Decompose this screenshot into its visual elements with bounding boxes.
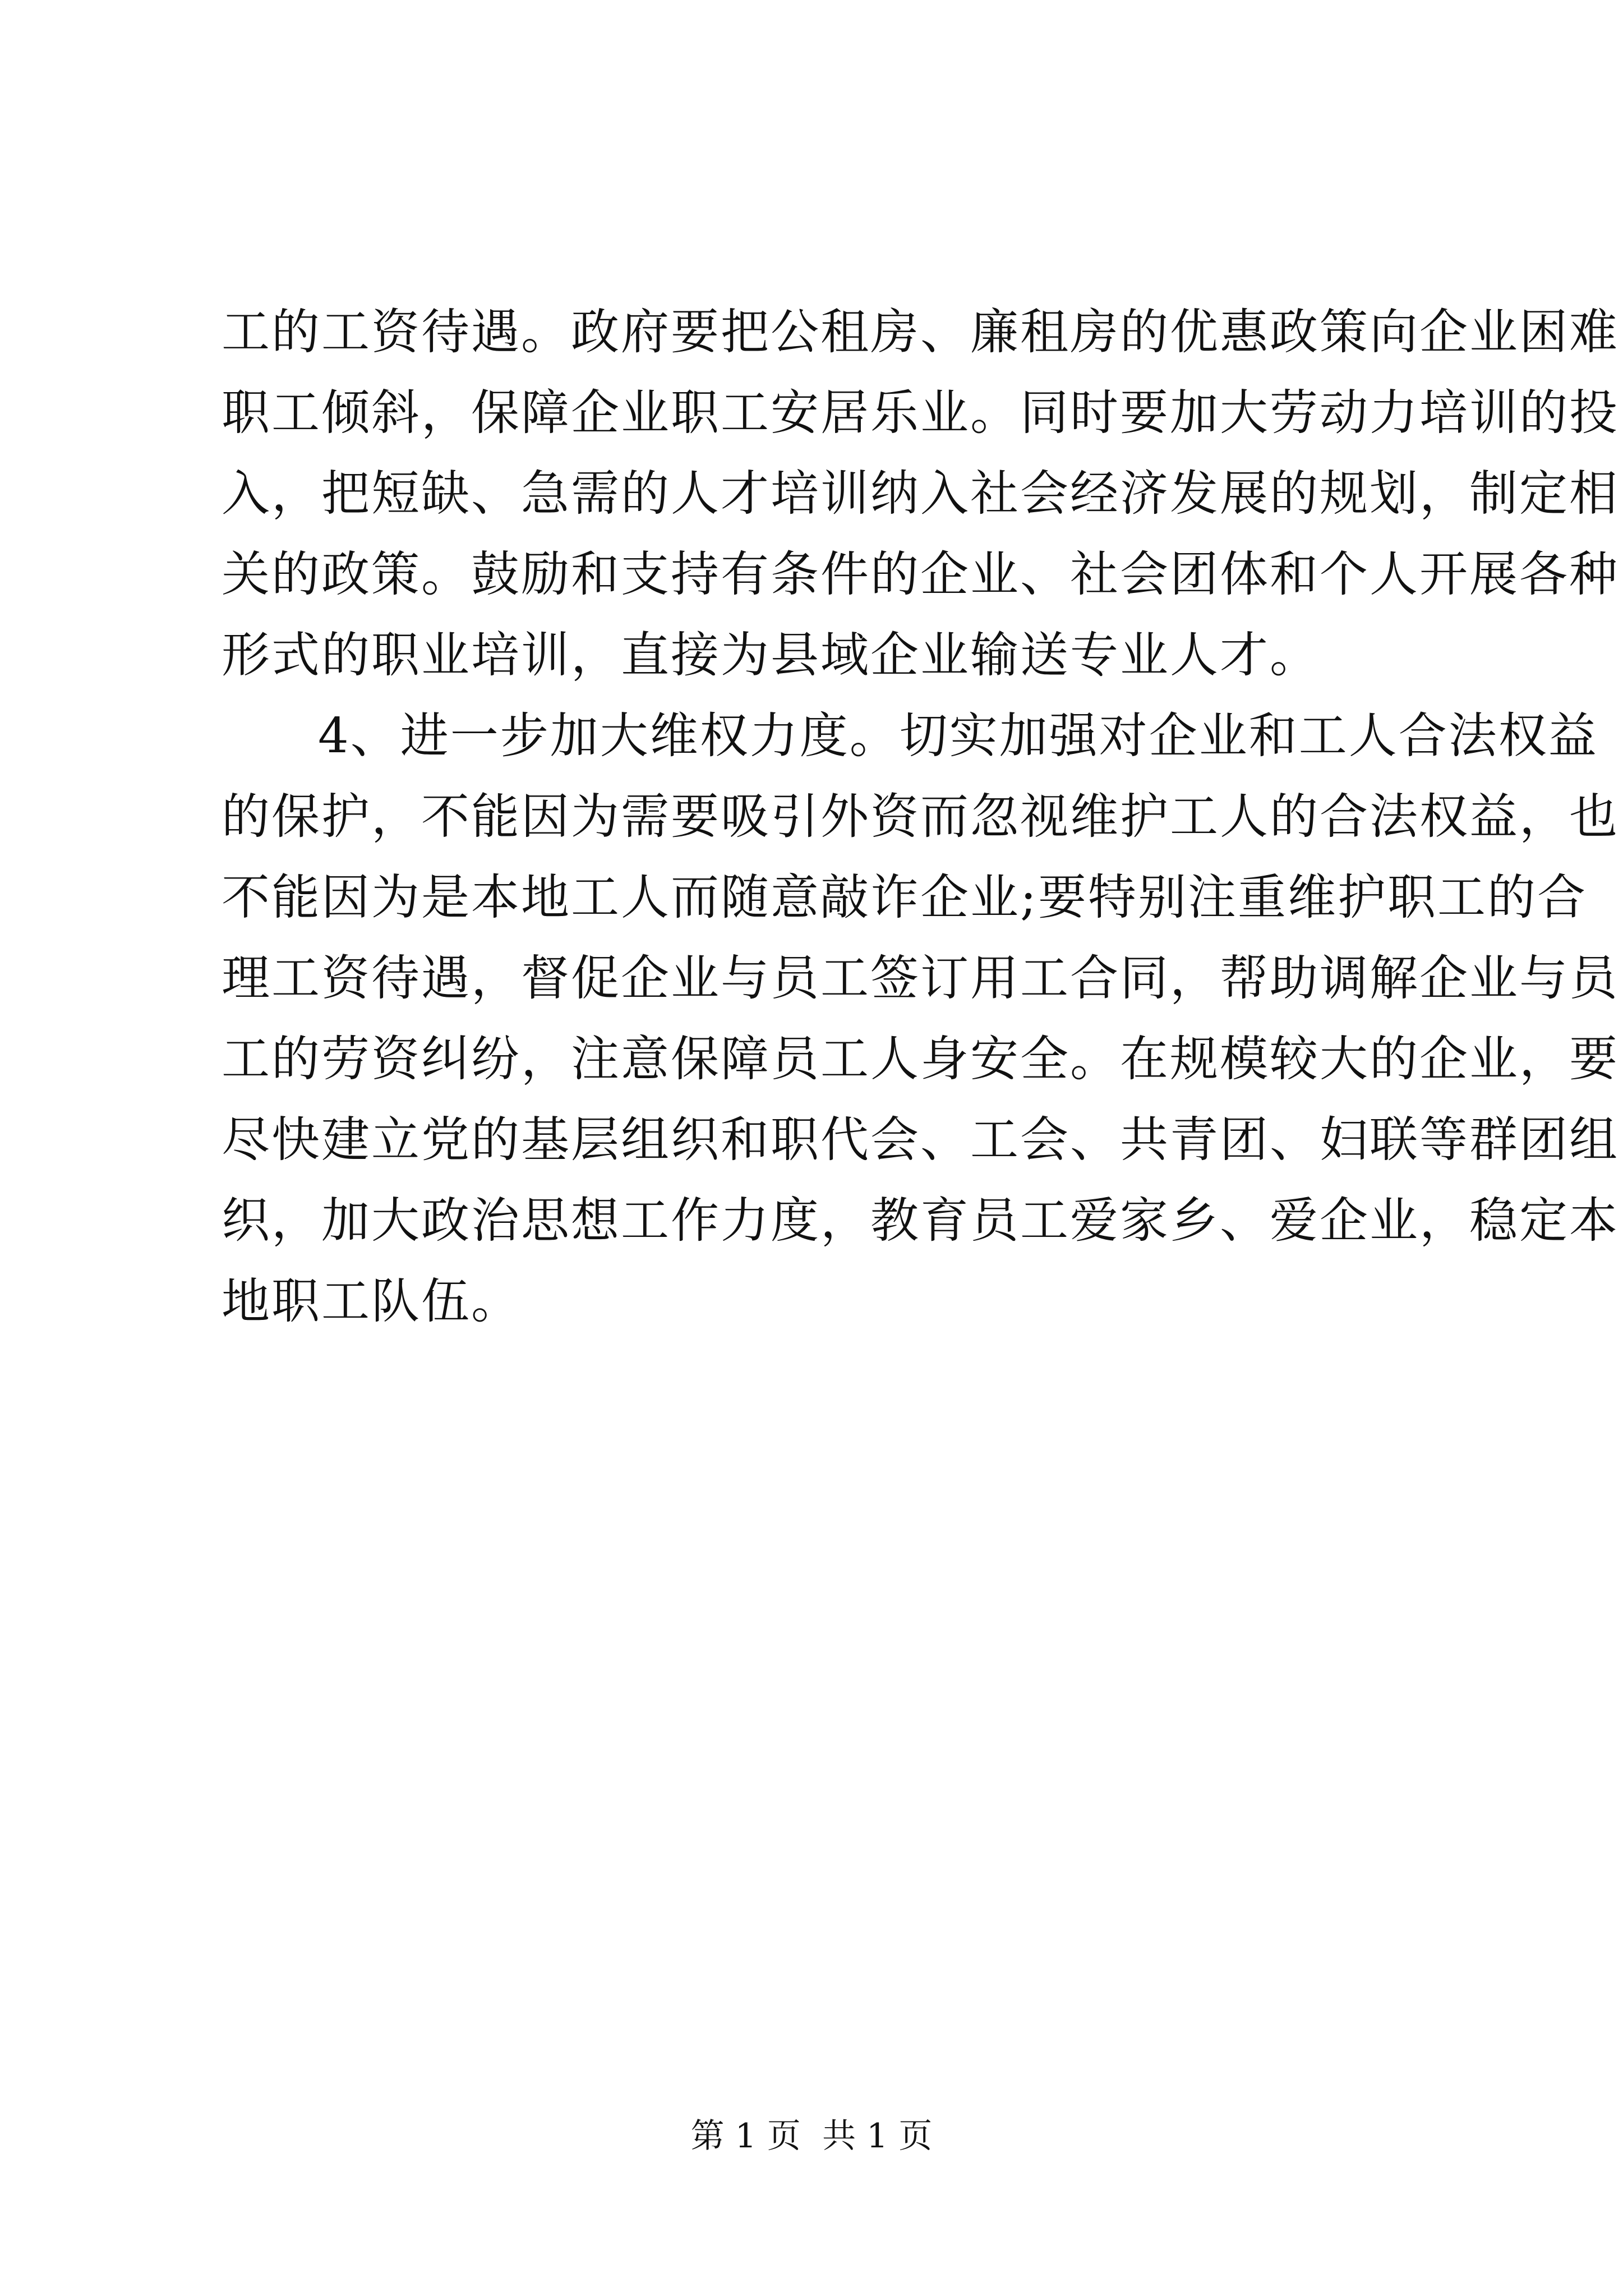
text-line: 理工资待遇，督促企业与员工签订用工合同，帮助调解企业与员 bbox=[222, 950, 1619, 1006]
text-line: 织，加大政治思想工作力度，教育员工爱家乡、爱企业，稳定本 bbox=[222, 1193, 1619, 1249]
text-line: 不能因为是本地工人而随意敲诈企业;要特别注重维护职工的合 bbox=[222, 869, 1587, 926]
text-line: 职工倾斜，保障企业职工安居乐业。同时要加大劳动力培训的投 bbox=[222, 385, 1619, 441]
text-line: 关的政策。鼓励和支持有条件的企业、社会团体和个人开展各种 bbox=[222, 546, 1619, 602]
text-line: 地职工队伍。 bbox=[222, 1273, 521, 1329]
text-line: 形式的职业培训，直接为县域企业输送专业人才。 bbox=[222, 627, 1320, 683]
text-line: 工的劳资纠纷，注意保障员工人身安全。在规模较大的企业，要 bbox=[222, 1031, 1619, 1087]
text-line: 的保护，不能因为需要吸引外资而忽视维护工人的合法权益，也 bbox=[222, 789, 1619, 845]
page-footer: 第 1 页 共 1 页 bbox=[690, 2116, 933, 2156]
text-line: 工的工资待遇。政府要把公租房、廉租房的优惠政策向企业困难 bbox=[222, 304, 1619, 360]
document-body bbox=[222, 292, 1619, 1342]
paragraph-heading-line: 4、进一步加大维权力度。切实加强对企业和工人合法权益 bbox=[318, 708, 1598, 764]
text-line: 尽快建立党的基层组织和职代会、工会、共青团、妇联等群团组 bbox=[222, 1112, 1619, 1168]
text-line: 入，把短缺、急需的人才培训纳入社会经济发展的规划，制定相 bbox=[222, 466, 1619, 522]
